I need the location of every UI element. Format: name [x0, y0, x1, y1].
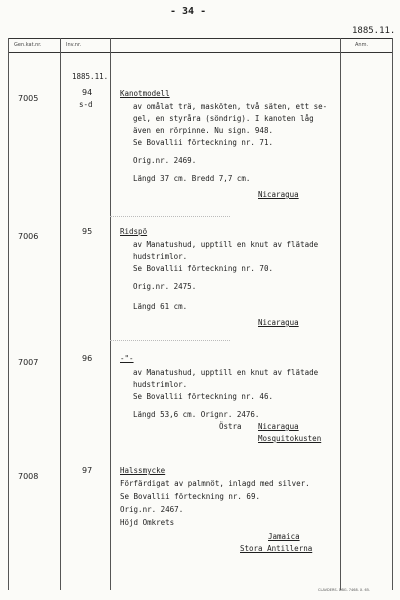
- header-anm: Anm.: [355, 42, 369, 48]
- entry-line: Längd 61 cm.: [133, 302, 188, 311]
- header-genkat: Gen.kat.nr.: [14, 42, 42, 48]
- column-rule-anm: [340, 38, 341, 590]
- entry-line: Östra: [219, 422, 242, 431]
- entry-line: Se Bovallii förteckning nr. 71.: [133, 138, 273, 147]
- entry-place: Stora Antillerna: [240, 544, 313, 553]
- entry-line: Höjd Omkrets: [120, 518, 175, 527]
- entry-place: Nicaragua: [258, 190, 299, 199]
- entry-separator: [110, 216, 230, 217]
- entry-line: även en rörpinne. Nu sign. 948.: [133, 126, 273, 135]
- entry-line: Längd 37 cm. Bredd 7,7 cm.: [133, 174, 251, 183]
- entry-place: Mosquitokusten: [258, 434, 322, 443]
- entry-invnr: 96: [82, 354, 93, 363]
- entry-place: Jamaica: [268, 532, 300, 541]
- entry-title: -"-: [120, 354, 134, 363]
- entry-invnr: 95: [82, 227, 93, 236]
- entry-invnr: 97: [82, 466, 93, 475]
- entry-line: Orig.nr. 2467.: [120, 505, 184, 514]
- page-date: 1885.11.: [352, 26, 396, 36]
- header-top-rule: [8, 38, 392, 39]
- entry-invnr: 94: [82, 88, 93, 97]
- entry-invnr-suffix: s-d: [79, 100, 93, 109]
- entry-line: av Manatushud, upptill en knut av flätade: [133, 240, 319, 249]
- entry-line: Orig.nr. 2469.: [133, 156, 197, 165]
- entry-line: av omålat trä, masköten, två säten, ett se-: [133, 102, 328, 111]
- page-number: - 34 -: [170, 6, 207, 17]
- header-bottom-rule: [8, 52, 392, 53]
- entry-place: Nicaragua: [258, 318, 299, 327]
- entry-title: Halssmycke: [120, 466, 166, 475]
- entry-line: Se Bovallii förteckning nr. 46.: [133, 392, 273, 401]
- entry-line: Orig.nr. 2475.: [133, 282, 197, 291]
- entry-line: Förfärdigat av palmnöt, inlagd med silver.: [120, 479, 310, 488]
- column-rule-right: [392, 38, 393, 590]
- column-rule-genkat: [60, 38, 61, 590]
- entry-line: hudstrimlor.: [133, 380, 188, 389]
- header-invnr: Inv.nr.: [66, 42, 82, 48]
- entry-line: Längd 53,6 cm. Orignr. 2476.: [133, 410, 260, 419]
- entry-line: hudstrimlor.: [133, 252, 188, 261]
- entry-title: Ridspö: [120, 227, 148, 236]
- entry-line: av Manatushud, upptill en knut av flätade: [133, 368, 319, 377]
- entry-genkat: 7005: [18, 94, 39, 103]
- entry-genkat: 7008: [18, 472, 39, 481]
- entry-genkat: 7007: [18, 358, 39, 367]
- entry-genkat: 7006: [18, 232, 39, 241]
- entry-line: Se Bovallii förteckning nr. 69.: [120, 492, 260, 501]
- date-stamp: 1885.11.: [72, 72, 109, 81]
- entry-line: gel, en styråra (söndrig). I kanoten låg: [133, 114, 314, 123]
- entry-separator: [110, 340, 230, 341]
- column-rule-left: [8, 38, 9, 590]
- column-rule-invnr: [110, 38, 111, 590]
- entry-line: Se Bovallii förteckning nr. 70.: [133, 264, 273, 273]
- entry-title: Kanotmodell: [120, 89, 170, 98]
- entry-place: Nicaragua: [258, 422, 299, 431]
- printer-imprint: CLAVDERS. DBG. 7468. X. 65.: [318, 588, 371, 592]
